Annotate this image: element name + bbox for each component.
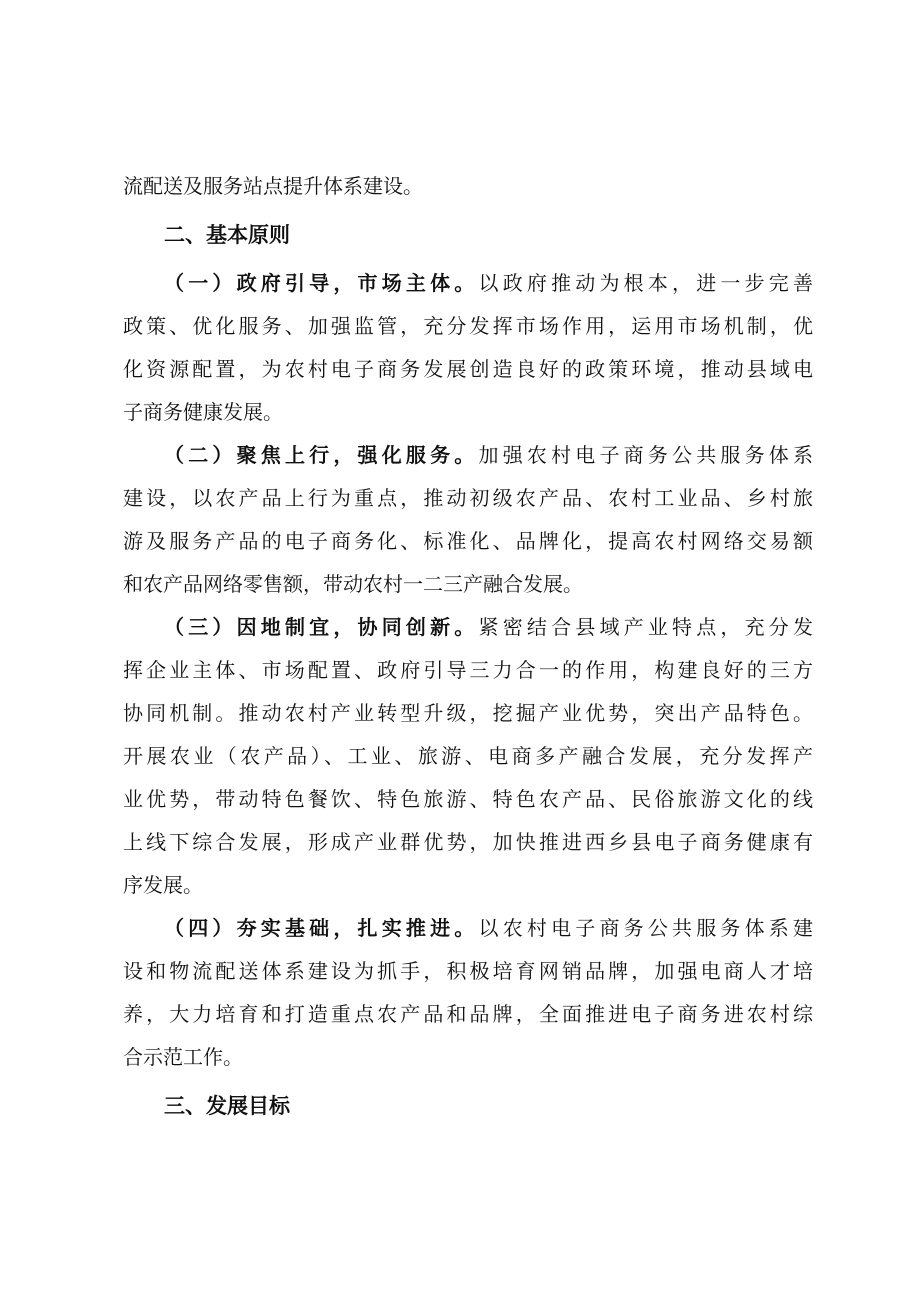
paragraph-line: 协同机制。推动农村产业转型升级，挖掘产业优势，突出产品特色。 (123, 701, 813, 725)
document-body (123, 165, 813, 1133)
paragraph-line: 开展农业（农产品）、工业、旅游、电商多产融合发展，充分发挥产 (123, 744, 813, 768)
paragraph-line: 建设，以农产品上行为重点，推动初级农产品、农村工业品、乡村旅 (123, 486, 813, 510)
paragraph-line: 上线下综合发展，形成产业群优势，加快推进西乡县电子商务健康有 (123, 830, 813, 854)
paragraph-line: 游及服务产品的电子商务化、标准化、品牌化，提高农村网络交易额 (123, 529, 813, 553)
paragraph-line: 合示范工作。 (123, 1045, 243, 1069)
paragraph-continuation: 流配送及服务站点提升体系建设。 (123, 174, 423, 198)
paragraph-first-line (123, 907, 813, 950)
paragraph-line: 业优势，带动特色餐饮、特色旅游、特色农产品、民俗旅游文化的线 (123, 787, 813, 811)
paragraph-line: 养，大力培育和打造重点农产品和品牌，全面推进电子商务进农村综 (123, 1002, 813, 1026)
paragraph-line: 挥企业主体、市场配置、政府引导三力合一的作用，构建良好的三方 (123, 658, 813, 682)
principle-paragraph-2 (123, 434, 813, 606)
paragraph-line: 和农产品网络零售额，带动农村一二三产融合发展。 (123, 572, 583, 596)
paragraph-first-line (123, 434, 813, 477)
principle-paragraph-3 (123, 606, 813, 907)
paragraph-text: 紧密结合县域产业特点，充分发 (478, 615, 813, 639)
principle-paragraph-4 (123, 907, 813, 1079)
paragraph-line: 子商务健康发展。 (123, 400, 283, 424)
principle-lead: （三）因地制宜，协同创新。 (164, 615, 479, 639)
paragraph-line: 设和物流配送体系建设为抓手，积极培育网销品牌，加强电商人才培 (123, 959, 813, 983)
principle-lead: （四）夯实基础，扎实推进。 (164, 916, 479, 940)
paragraph-text: 加强农村电子商务公共服务体系 (478, 443, 813, 467)
section-heading-goals: 三、发展目标 (164, 1094, 290, 1118)
paragraph-line: 化资源配置，为农村电子商务发展创造良好的政策环境，推动县域电 (123, 357, 813, 381)
principle-paragraph-1 (123, 262, 813, 434)
paragraph-line: 政策、优化服务、加强监管，充分发挥市场作用，运用市场机制，优 (123, 314, 813, 338)
paragraph-text: 以政府推动为根本，进一步完善 (478, 271, 813, 295)
principle-lead: （二）聚焦上行，强化服务。 (164, 443, 479, 467)
principle-lead: （一）政府引导，市场主体。 (164, 271, 479, 295)
section-heading-principles: 二、基本原则 (164, 223, 290, 247)
paragraph-line: 序发展。 (123, 873, 203, 897)
paragraph-first-line (123, 262, 813, 305)
paragraph-text: 以农村电子商务公共服务体系建 (478, 916, 813, 940)
paragraph-first-line (123, 606, 813, 649)
